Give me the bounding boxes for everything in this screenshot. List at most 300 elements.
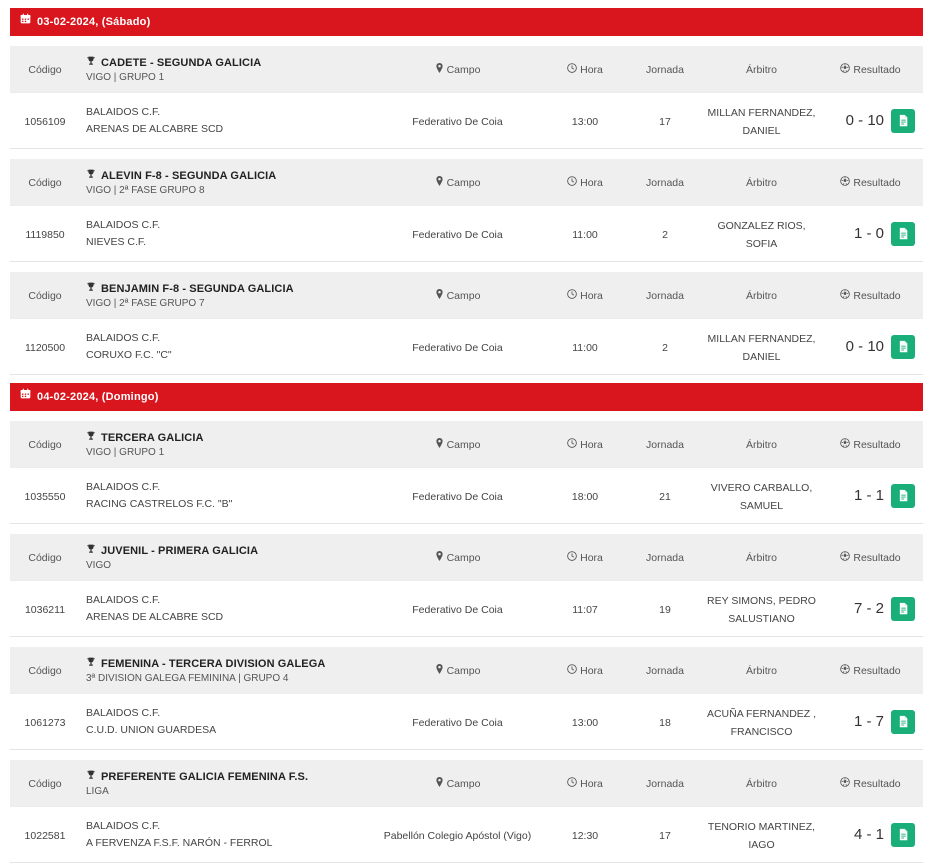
table-row — [10, 318, 923, 374]
competition-name-text: TERCERA GALICIA — [101, 431, 204, 444]
calendar-icon — [20, 7, 31, 35]
match-code-cell — [10, 225, 80, 243]
match-venue: Federativo De Coia — [412, 228, 503, 241]
column-label-hora — [567, 439, 603, 451]
match-referee-cell — [705, 329, 818, 365]
result-wrapper — [818, 823, 923, 847]
match-result-cell — [818, 335, 923, 359]
match-time-cell — [545, 487, 625, 505]
calendar-icon — [20, 382, 31, 410]
home-team: BALAIDOS C.F. — [86, 593, 161, 606]
match-referee-cell — [705, 704, 818, 740]
match-venue-cell — [370, 826, 545, 844]
column-label-campo — [435, 290, 481, 302]
result-wrapper — [818, 484, 923, 508]
match-report-button[interactable] — [891, 823, 915, 847]
match-round-cell — [625, 112, 705, 130]
soccer-ball-icon — [840, 177, 850, 189]
header-cell-jornada — [625, 435, 705, 453]
competition-name-text: PREFERENTE GALICIA FEMENINA F.S. — [101, 770, 309, 783]
match-referee: REY SIMONS, PEDRO SALUSTIANO — [707, 594, 816, 625]
column-label-campo — [435, 778, 481, 790]
match-round: 18 — [659, 716, 671, 729]
column-label-arbitro: Árbitro — [746, 552, 777, 564]
column-label-resultado — [840, 552, 900, 564]
competition-subtitle: VIGO | 2ª FASE GRUPO 7 — [86, 297, 205, 309]
match-referee: VIVERO CARBALLO, SAMUEL — [710, 481, 813, 512]
match-referee: GONZALEZ RIOS, SOFIA — [717, 219, 806, 250]
result-wrapper — [818, 109, 923, 133]
column-label-codigo: Código — [28, 552, 62, 564]
header-cell-campo — [370, 435, 545, 453]
column-label-resultado-text: Resultado — [853, 665, 901, 677]
map-pin-icon — [435, 439, 444, 451]
soccer-ball-icon — [840, 439, 850, 451]
match-referee-cell — [705, 103, 818, 139]
competition-subtitle: VIGO | GRUPO 1 — [86, 446, 165, 458]
match-venue: Federativo De Coia — [412, 490, 503, 503]
column-label-resultado-text: Resultado — [853, 64, 901, 76]
match-round-cell — [625, 713, 705, 731]
result-wrapper — [818, 597, 923, 621]
date-label: 03-02-2024, (Sábado) — [37, 16, 151, 29]
match-report-button[interactable] — [891, 597, 915, 621]
header-cell-jornada — [625, 548, 705, 566]
column-label-arbitro: Árbitro — [746, 64, 777, 76]
competition-subtitle: VIGO — [86, 559, 112, 571]
document-icon — [897, 114, 910, 127]
column-label-campo — [435, 64, 481, 76]
clock-icon — [567, 177, 577, 189]
competition-name — [86, 544, 370, 557]
match-venue: Federativo De Coia — [412, 603, 503, 616]
away-team: RACING CASTRELOS F.C. "B" — [86, 497, 233, 510]
match-time: 13:00 — [571, 716, 599, 729]
header-cell-competition — [80, 657, 370, 684]
column-label-hora-text: Hora — [580, 778, 603, 790]
header-cell-hora — [545, 774, 625, 792]
trophy-icon — [86, 771, 96, 783]
document-icon — [897, 715, 910, 728]
home-team: BALAIDOS C.F. — [86, 331, 161, 344]
match-time-cell — [545, 225, 625, 243]
competition-name — [86, 770, 370, 783]
map-pin-icon — [435, 778, 444, 790]
column-label-campo — [435, 665, 481, 677]
soccer-ball-icon — [840, 665, 850, 677]
column-label-resultado — [840, 177, 900, 189]
column-label-jornada: Jornada — [646, 290, 684, 302]
header-cell-jornada — [625, 661, 705, 679]
competition-name-text: BENJAMIN F-8 - SEGUNDA GALICIA — [101, 282, 294, 295]
match-report-button[interactable] — [891, 109, 915, 133]
competition-group — [10, 272, 923, 375]
competition-subtitle: VIGO | GRUPO 1 — [86, 71, 165, 83]
match-report-button[interactable] — [891, 335, 915, 359]
header-cell-arbitro — [705, 286, 818, 304]
column-label-campo-text: Campo — [446, 64, 481, 76]
match-round-cell — [625, 338, 705, 356]
header-cell-codigo — [10, 435, 80, 453]
header-cell-hora — [545, 173, 625, 191]
column-label-arbitro: Árbitro — [746, 665, 777, 677]
match-round-cell — [625, 600, 705, 618]
clock-icon — [567, 778, 577, 790]
competition-name — [86, 431, 370, 444]
home-team: BALAIDOS C.F. — [86, 819, 161, 832]
match-venue: Federativo De Coia — [412, 115, 503, 128]
header-cell-jornada — [625, 286, 705, 304]
table-row — [10, 205, 923, 261]
clock-icon — [567, 290, 577, 302]
match-code: 1022581 — [24, 829, 66, 842]
competition-name — [86, 169, 370, 182]
header-cell-arbitro — [705, 661, 818, 679]
match-time-cell — [545, 338, 625, 356]
competition-name — [86, 56, 370, 69]
away-team: NIEVES C.F. — [86, 235, 147, 248]
result-wrapper — [818, 335, 923, 359]
match-round: 21 — [659, 490, 671, 503]
column-label-codigo: Código — [28, 64, 62, 76]
match-code: 1120500 — [24, 341, 66, 354]
column-label-campo-text: Campo — [446, 778, 481, 790]
column-label-arbitro: Árbitro — [746, 439, 777, 451]
match-result-cell — [818, 710, 923, 734]
match-round: 17 — [659, 829, 671, 842]
column-label-jornada: Jornada — [646, 439, 684, 451]
competition-header — [10, 760, 923, 806]
column-label-hora — [567, 778, 603, 790]
match-result-cell — [818, 222, 923, 246]
trophy-icon — [86, 432, 96, 444]
match-code-cell — [10, 487, 80, 505]
competition-name-text: ALEVIN F-8 - SEGUNDA GALICIA — [101, 169, 277, 182]
match-code: 1119850 — [25, 228, 65, 241]
date-label: 04-02-2024, (Domingo) — [37, 391, 159, 404]
match-teams-cell — [80, 217, 370, 251]
table-row — [10, 92, 923, 148]
table-row — [10, 467, 923, 523]
competition-header — [10, 647, 923, 693]
match-code-cell — [10, 338, 80, 356]
match-round: 2 — [662, 341, 668, 354]
header-cell-competition — [80, 544, 370, 571]
competition-subtitle: LIGA — [86, 785, 109, 797]
header-cell-competition — [80, 169, 370, 196]
clock-icon — [567, 64, 577, 76]
header-cell-codigo — [10, 286, 80, 304]
header-cell-resultado — [818, 286, 923, 304]
match-referee-cell — [705, 216, 818, 252]
home-team: BALAIDOS C.F. — [86, 218, 161, 231]
competition-group — [10, 760, 923, 863]
header-cell-arbitro — [705, 548, 818, 566]
header-cell-resultado — [818, 548, 923, 566]
column-label-resultado — [840, 778, 900, 790]
column-label-campo — [435, 439, 481, 451]
header-cell-hora — [545, 548, 625, 566]
match-time-cell — [545, 112, 625, 130]
trophy-icon — [86, 545, 96, 557]
match-venue: Pabellón Colegio Apóstol (Vigo) — [383, 829, 532, 842]
match-venue-cell — [370, 600, 545, 618]
competition-header — [10, 159, 923, 205]
table-row — [10, 693, 923, 749]
match-time: 13:00 — [571, 115, 599, 128]
match-time: 11:00 — [572, 228, 598, 241]
result-wrapper — [818, 222, 923, 246]
match-teams-cell — [80, 818, 370, 852]
header-cell-codigo — [10, 774, 80, 792]
map-pin-icon — [435, 177, 444, 189]
match-report-button[interactable] — [891, 484, 915, 508]
column-label-campo-text: Campo — [446, 665, 481, 677]
soccer-ball-icon — [840, 552, 850, 564]
competition-header — [10, 46, 923, 92]
match-result-cell — [818, 597, 923, 621]
column-label-jornada: Jornada — [646, 665, 684, 677]
match-round: 2 — [662, 228, 668, 241]
column-label-resultado-text: Resultado — [853, 177, 901, 189]
away-team: ARENAS DE ALCABRE SCD — [86, 610, 224, 623]
soccer-ball-icon — [840, 778, 850, 790]
match-code: 1035550 — [24, 490, 66, 503]
column-label-hora-text: Hora — [580, 439, 603, 451]
home-team: BALAIDOS C.F. — [86, 706, 161, 719]
column-label-resultado-text: Resultado — [853, 778, 901, 790]
column-label-arbitro: Árbitro — [746, 290, 777, 302]
match-time: 11:07 — [572, 603, 598, 616]
document-icon — [897, 489, 910, 502]
column-label-campo-text: Campo — [446, 439, 481, 451]
column-label-hora-text: Hora — [580, 177, 603, 189]
column-label-resultado-text: Resultado — [853, 552, 901, 564]
match-score: 1 - 0 — [853, 225, 884, 242]
column-label-jornada: Jornada — [646, 778, 684, 790]
competition-name-text: JUVENIL - PRIMERA GALICIA — [101, 544, 259, 557]
map-pin-icon — [435, 552, 444, 564]
clock-icon — [567, 439, 577, 451]
column-label-arbitro: Árbitro — [746, 778, 777, 790]
column-label-resultado — [840, 439, 900, 451]
column-label-hora-text: Hora — [580, 64, 603, 76]
column-label-arbitro: Árbitro — [746, 177, 777, 189]
column-label-campo-text: Campo — [446, 177, 481, 189]
match-venue-cell — [370, 487, 545, 505]
match-teams-cell — [80, 592, 370, 626]
column-label-jornada: Jornada — [646, 552, 684, 564]
match-report-button[interactable] — [891, 222, 915, 246]
match-time: 12:30 — [571, 829, 599, 842]
header-cell-codigo — [10, 173, 80, 191]
match-result-cell — [818, 823, 923, 847]
header-cell-resultado — [818, 60, 923, 78]
header-cell-arbitro — [705, 774, 818, 792]
header-cell-competition — [80, 770, 370, 797]
competition-header — [10, 272, 923, 318]
match-round-cell — [625, 826, 705, 844]
header-cell-codigo — [10, 60, 80, 78]
header-cell-campo — [370, 286, 545, 304]
match-score: 1 - 7 — [853, 713, 884, 730]
match-code-cell — [10, 600, 80, 618]
column-label-jornada: Jornada — [646, 177, 684, 189]
competition-group — [10, 421, 923, 524]
match-code: 1056109 — [24, 115, 66, 128]
match-referee-cell — [705, 817, 818, 853]
match-round-cell — [625, 487, 705, 505]
header-cell-campo — [370, 60, 545, 78]
match-referee: MILLAN FERNANDEZ, DANIEL — [707, 106, 816, 137]
competition-name — [86, 657, 370, 670]
column-label-codigo: Código — [28, 290, 62, 302]
column-label-codigo: Código — [28, 665, 62, 677]
match-time-cell — [545, 600, 625, 618]
competition-name — [86, 282, 370, 295]
match-score: 1 - 1 — [853, 487, 884, 504]
column-label-campo — [435, 177, 481, 189]
match-teams-cell — [80, 104, 370, 138]
competition-header — [10, 534, 923, 580]
table-row — [10, 580, 923, 636]
header-cell-campo — [370, 173, 545, 191]
competition-group — [10, 647, 923, 750]
header-cell-jornada — [625, 173, 705, 191]
away-team: A FERVENZA F.S.F. NARÓN - FERROL — [86, 836, 273, 849]
map-pin-icon — [435, 665, 444, 677]
header-cell-arbitro — [705, 435, 818, 453]
column-label-codigo: Código — [28, 439, 62, 451]
match-time: 18:00 — [571, 490, 599, 503]
match-time-cell — [545, 713, 625, 731]
match-teams-cell — [80, 479, 370, 513]
column-label-hora — [567, 665, 603, 677]
column-label-hora — [567, 552, 603, 564]
competition-header — [10, 421, 923, 467]
match-teams-cell — [80, 705, 370, 739]
header-cell-competition — [80, 431, 370, 458]
column-label-hora-text: Hora — [580, 290, 603, 302]
date-header — [10, 8, 923, 36]
column-label-resultado — [840, 665, 900, 677]
match-referee-cell — [705, 591, 818, 627]
header-cell-resultado — [818, 435, 923, 453]
match-result-cell — [818, 484, 923, 508]
trophy-icon — [86, 57, 96, 69]
match-code: 1061273 — [24, 716, 66, 729]
header-cell-resultado — [818, 661, 923, 679]
competition-name-text: FEMENINA - TERCERA DIVISION GALEGA — [101, 657, 326, 670]
matches-schedule-page — [0, 8, 933, 863]
match-score: 0 - 10 — [845, 338, 884, 355]
clock-icon — [567, 552, 577, 564]
clock-icon — [567, 665, 577, 677]
match-venue: Federativo De Coia — [412, 716, 503, 729]
header-cell-hora — [545, 286, 625, 304]
match-code-cell — [10, 112, 80, 130]
column-label-codigo: Código — [28, 177, 62, 189]
date-header — [10, 383, 923, 411]
match-venue: Federativo De Coia — [412, 341, 503, 354]
home-team: BALAIDOS C.F. — [86, 480, 161, 493]
column-label-resultado-text: Resultado — [853, 290, 901, 302]
competition-group — [10, 46, 923, 149]
match-code-cell — [10, 713, 80, 731]
header-cell-resultado — [818, 173, 923, 191]
header-cell-campo — [370, 661, 545, 679]
column-label-resultado-text: Resultado — [853, 439, 901, 451]
match-referee: MILLAN FERNANDEZ, DANIEL — [707, 332, 816, 363]
column-label-resultado — [840, 290, 900, 302]
map-pin-icon — [435, 64, 444, 76]
header-cell-arbitro — [705, 60, 818, 78]
competition-subtitle: VIGO | 2ª FASE GRUPO 8 — [86, 184, 205, 196]
column-label-hora — [567, 177, 603, 189]
column-label-hora — [567, 64, 603, 76]
competition-name-text: CADETE - SEGUNDA GALICIA — [101, 56, 262, 69]
home-team: BALAIDOS C.F. — [86, 105, 161, 118]
trophy-icon — [86, 658, 96, 670]
match-score: 0 - 10 — [845, 112, 884, 129]
match-round: 17 — [659, 115, 671, 128]
document-icon — [897, 340, 910, 353]
header-cell-campo — [370, 548, 545, 566]
header-cell-competition — [80, 282, 370, 309]
match-referee-cell — [705, 478, 818, 514]
header-cell-resultado — [818, 774, 923, 792]
column-label-campo — [435, 552, 481, 564]
map-pin-icon — [435, 290, 444, 302]
match-venue-cell — [370, 338, 545, 356]
soccer-ball-icon — [840, 290, 850, 302]
match-score: 7 - 2 — [853, 600, 884, 617]
column-label-campo-text: Campo — [446, 290, 481, 302]
header-cell-arbitro — [705, 173, 818, 191]
document-icon — [897, 227, 910, 240]
column-label-jornada: Jornada — [646, 64, 684, 76]
match-round-cell — [625, 225, 705, 243]
header-cell-codigo — [10, 661, 80, 679]
match-report-button[interactable] — [891, 710, 915, 734]
match-time-cell — [545, 826, 625, 844]
soccer-ball-icon — [840, 64, 850, 76]
header-cell-competition — [80, 56, 370, 83]
header-cell-hora — [545, 435, 625, 453]
column-label-hora-text: Hora — [580, 552, 603, 564]
result-wrapper — [818, 710, 923, 734]
header-cell-hora — [545, 60, 625, 78]
competition-group — [10, 159, 923, 262]
document-icon — [897, 828, 910, 841]
match-teams-cell — [80, 330, 370, 364]
competition-subtitle: 3ª DIVISIÓN GALEGA FEMININA | GRUPO 4 — [86, 672, 289, 684]
column-label-resultado — [840, 64, 900, 76]
match-code-cell — [10, 826, 80, 844]
header-cell-codigo — [10, 548, 80, 566]
header-cell-campo — [370, 774, 545, 792]
match-venue-cell — [370, 225, 545, 243]
document-icon — [897, 602, 910, 615]
away-team: C.U.D. UNION GUARDESA — [86, 723, 217, 736]
match-round: 19 — [659, 603, 671, 616]
table-row — [10, 806, 923, 862]
match-code: 1036211 — [24, 603, 66, 616]
away-team: ARENAS DE ALCABRE SCD — [86, 122, 224, 135]
away-team: CORUXO F.C. "C" — [86, 348, 172, 361]
header-cell-jornada — [625, 774, 705, 792]
header-cell-jornada — [625, 60, 705, 78]
